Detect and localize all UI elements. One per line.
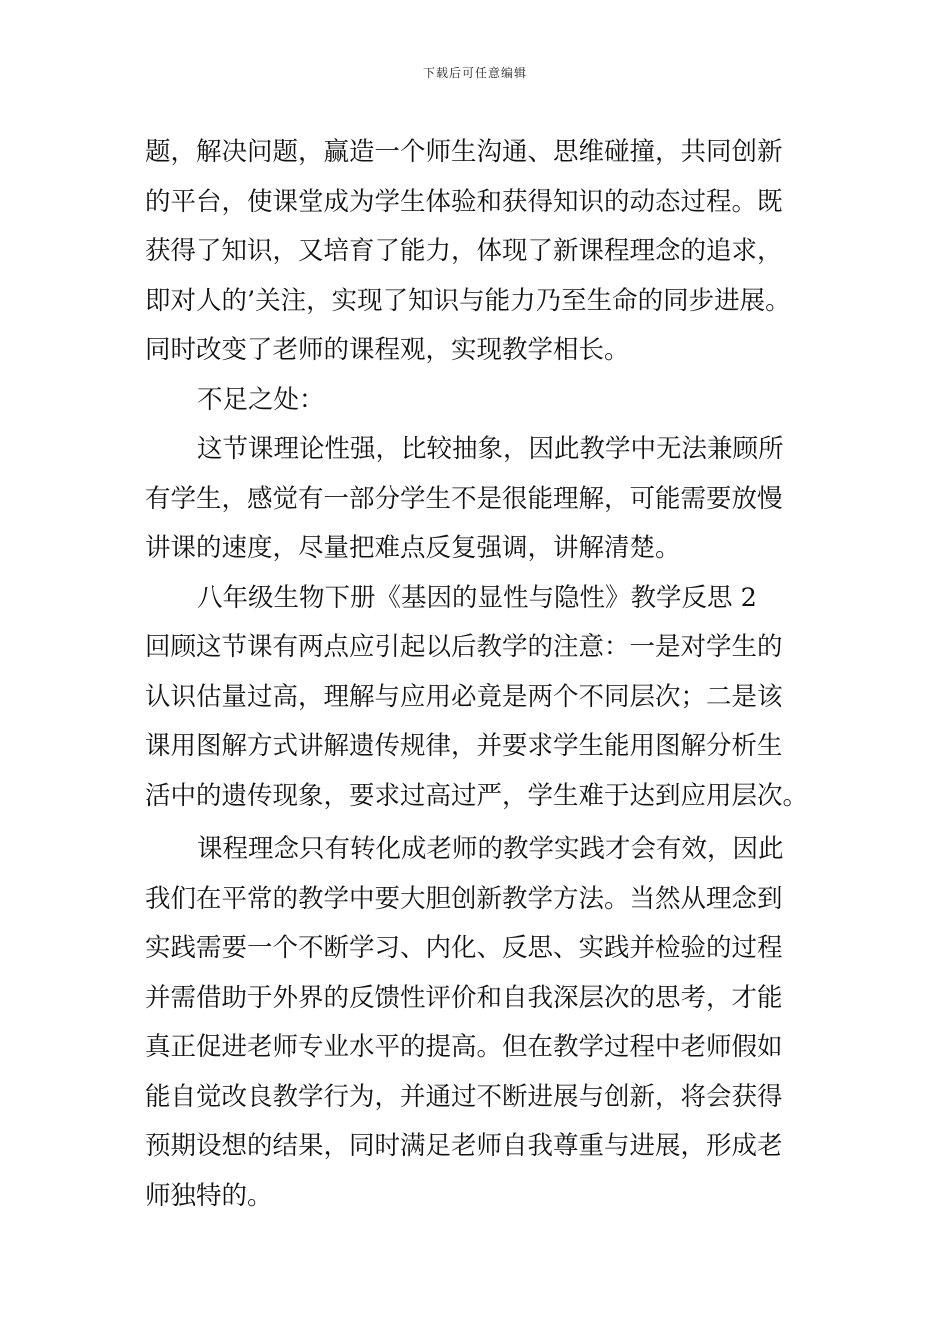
text-line: 课程理念只有转化成老师的教学实践才会有效，因此 [197,834,784,864]
section-heading-shortcomings: 不足之处： [197,384,325,415]
text-line: 活中的遗传现象，要求过高过严，学生难于达到应用层次。 [145,780,809,811]
text-line: 即对人的’关注，实现了知识与能力乃至生命的同步进展。 [145,285,791,316]
text-line: 题，解决问题，赢造一个师生沟通、思维碰撞，共同创新 [145,137,783,167]
text-line: 认识估量过高，理解与应用必竟是两个不同层次；二是该 [145,681,783,712]
text-line: 真正促进老师专业水平的提高。但在教学过程中老师假如 [145,1032,783,1062]
text-line: 这节课理论性强，比较抽象，因此教学中无法兼顾所 [197,434,784,464]
text-line: 课用图解方式讲解遗传规律，并要求学生能用图解分析生 [145,731,783,761]
page-header: 下载后可任意编辑 [422,66,527,80]
text-line: 讲课的速度，尽量把难点反复强调，讲解清楚。 [145,533,681,563]
text-line: 有学生，感觉有一部分学生不是很能理解，可能需要放慢 [145,483,783,514]
text-line: 师独特的。 [145,1180,273,1211]
text-line: 同时改变了老师的课程观，实现教学相长。 [145,335,630,365]
text-line: 能自觉改良教学行为，并通过不断进展与创新，将会获得 [145,1081,783,1112]
text-line: 我们在平常的教学中要大胆创新教学方法。当然从理念到 [145,883,783,914]
document-body [145,128,810,1221]
text-line: 回顾这节课有两点应引起以后教学的注意：一是对学生的 [145,632,783,662]
text-line: 实践需要一个不断学习、内化、反思、实践并检验的过程 [145,933,783,963]
text-line: 预期设想的结果，同时满足老师自我尊重与进展，形成老 [145,1131,783,1161]
text-line: 获得了知识，又培育了能力，体现了新课程理念的追求， [145,236,783,266]
reflection-title: 八年级生物下册《基因的显性与隐性》教学反思 2 [197,582,757,613]
text-line: 并需借助于外界的反馈性评价和自我深层次的思考，才能 [145,982,783,1013]
text-line: 的平台，使课堂成为学生体验和获得知识的动态过程。既 [145,186,783,217]
